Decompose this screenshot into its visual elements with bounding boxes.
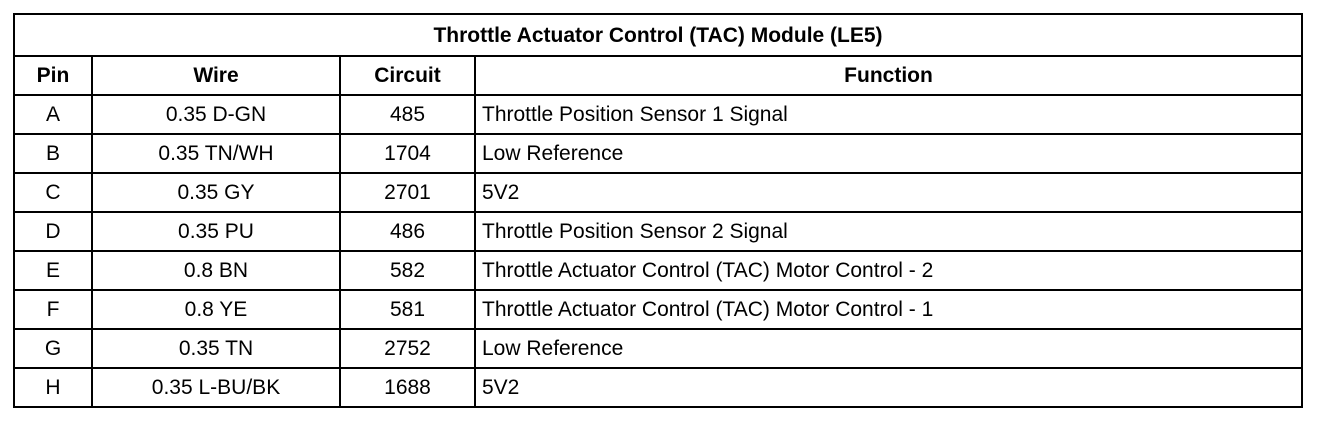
table-row	[14, 290, 1302, 329]
wire-cell: 0.35 TN/WH	[92, 134, 340, 173]
function-cell: 5V2	[475, 368, 1302, 407]
function-cell: Low Reference	[475, 134, 1302, 173]
circuit-cell: 1688	[340, 368, 475, 407]
wire-cell: 0.8 YE	[92, 290, 340, 329]
circuit-cell: 486	[340, 212, 475, 251]
circuit-cell: 581	[340, 290, 475, 329]
column-header-wire: Wire	[92, 56, 340, 95]
function-cell: Low Reference	[475, 329, 1302, 368]
column-header-circuit: Circuit	[340, 56, 475, 95]
function-cell: Throttle Actuator Control (TAC) Motor Control - 1	[475, 290, 1302, 329]
wire-cell: 0.35 PU	[92, 212, 340, 251]
table-row	[14, 173, 1302, 212]
table-row	[14, 95, 1302, 134]
circuit-cell: 2701	[340, 173, 475, 212]
pin-cell: F	[14, 290, 92, 329]
column-header-function: Function	[475, 56, 1302, 95]
circuit-cell: 485	[340, 95, 475, 134]
column-header-pin: Pin	[14, 56, 92, 95]
table-row	[14, 329, 1302, 368]
function-cell: Throttle Position Sensor 1 Signal	[475, 95, 1302, 134]
function-cell: Throttle Actuator Control (TAC) Motor Control - 2	[475, 251, 1302, 290]
wire-cell: 0.35 L-BU/BK	[92, 368, 340, 407]
table-row	[14, 134, 1302, 173]
wire-cell: 0.35 GY	[92, 173, 340, 212]
table-row	[14, 212, 1302, 251]
circuit-cell: 1704	[340, 134, 475, 173]
pin-cell: C	[14, 173, 92, 212]
circuit-cell: 2752	[340, 329, 475, 368]
pin-cell: A	[14, 95, 92, 134]
table-title: Throttle Actuator Control (TAC) Module (LE5)	[14, 14, 1302, 56]
pin-cell: H	[14, 368, 92, 407]
wire-cell: 0.8 BN	[92, 251, 340, 290]
table-row	[14, 251, 1302, 290]
pin-cell: D	[14, 212, 92, 251]
table-row	[14, 368, 1302, 407]
table-title-row	[14, 14, 1302, 56]
circuit-cell: 582	[340, 251, 475, 290]
function-cell: Throttle Position Sensor 2 Signal	[475, 212, 1302, 251]
connector-pinout-table	[13, 13, 1303, 408]
wire-cell: 0.35 D-GN	[92, 95, 340, 134]
function-cell: 5V2	[475, 173, 1302, 212]
table-header-row	[14, 56, 1302, 95]
pin-cell: E	[14, 251, 92, 290]
pin-cell: B	[14, 134, 92, 173]
pin-cell: G	[14, 329, 92, 368]
wire-cell: 0.35 TN	[92, 329, 340, 368]
